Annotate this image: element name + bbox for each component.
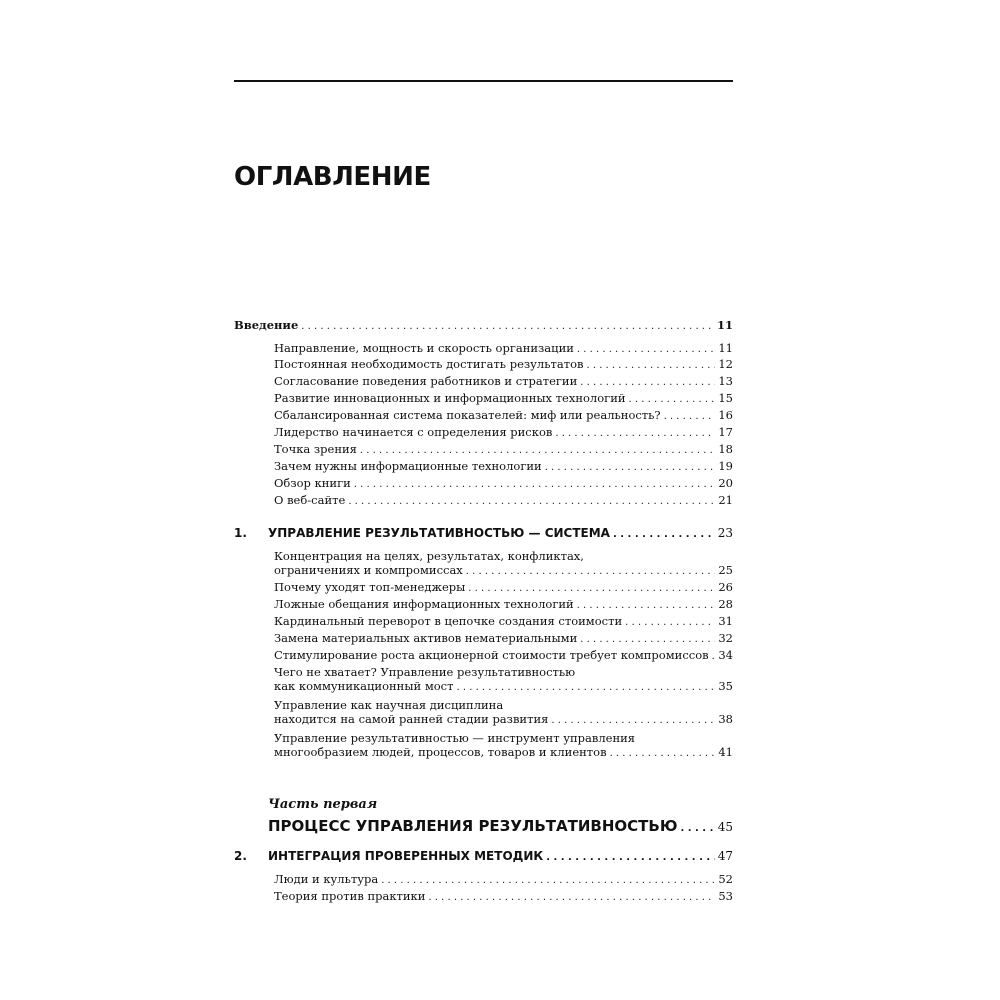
toc-entry[interactable] — [234, 459, 733, 475]
entry-title: Согласование поведения работников и стратегии — [274, 374, 578, 388]
dot-leader — [428, 889, 715, 905]
entry-title: Лидерство начинается с определения рисков — [274, 425, 553, 439]
toc-entry[interactable] — [234, 631, 733, 647]
dot-leader — [610, 745, 716, 761]
dot-leader — [680, 817, 714, 835]
dot-leader — [625, 614, 715, 630]
entry-page: 13 — [718, 374, 733, 388]
chapter-number: 1. — [234, 526, 247, 540]
entry-title-line1: Управление как научная дисциплина — [274, 698, 504, 712]
entry-title: Постоянная необходимость достигать результатов — [274, 357, 584, 371]
toc-entry[interactable] — [234, 549, 733, 579]
toc-entry[interactable] — [234, 442, 733, 458]
toc-entry[interactable] — [234, 614, 733, 630]
entry-title-line1: Концентрация на целях, результатах, конфликтах, — [274, 549, 584, 563]
toc-entry[interactable] — [234, 648, 733, 664]
entry-page: 11 — [718, 341, 733, 355]
toc-entry[interactable] — [234, 476, 733, 492]
entry-title: Теория против практики — [274, 889, 426, 903]
toc-entry[interactable] — [234, 580, 733, 596]
toc-entry[interactable] — [234, 391, 733, 407]
entry-title: Точка зрения — [274, 442, 357, 456]
entry-page: 12 — [718, 357, 733, 371]
entry-page: 52 — [718, 872, 733, 886]
dot-leader — [613, 526, 715, 542]
toc-entry[interactable] — [234, 597, 733, 613]
toc-entry[interactable] — [234, 698, 733, 728]
entry-title: Кардинальный переворот в цепочке создания стоимости — [274, 614, 623, 628]
entry-title: Люди и культура — [274, 872, 379, 886]
dot-leader — [348, 493, 715, 509]
entry-page: 28 — [718, 597, 733, 611]
entry-title: Обзор книги — [274, 476, 351, 490]
entry-title: Стимулирование роста акционерной стоимости требует компромиссов — [274, 648, 709, 662]
toc-entry[interactable] — [234, 425, 733, 441]
entry-page: 26 — [718, 580, 733, 594]
toc-chapter-1[interactable] — [234, 526, 733, 542]
entry-page: 34 — [718, 648, 733, 662]
entry-page: 45 — [717, 820, 733, 834]
dot-leader — [586, 357, 715, 373]
toc-entry[interactable] — [234, 374, 733, 390]
dot-leader — [545, 459, 716, 475]
chapter-title: ИНТЕГРАЦИЯ ПРОВЕРЕННЫХ МЕТОДИК — [268, 849, 544, 863]
entry-title: Сбалансированная система показателей: миф или реальность? — [274, 408, 661, 422]
entry-title: находится на самой ранней стадии развития — [274, 712, 549, 726]
dot-leader — [580, 374, 715, 390]
entry-title: многообразием людей, процессов, товаров и клиентов — [274, 745, 607, 759]
entry-page: 31 — [718, 614, 733, 628]
part-label: Часть первая — [268, 797, 378, 812]
entry-title: Развитие инновационных и информационных технологий — [274, 391, 626, 405]
entry-page: 41 — [718, 745, 733, 759]
chapter-number: 2. — [234, 849, 247, 863]
dot-leader — [712, 648, 716, 664]
toc-entry[interactable] — [234, 493, 733, 509]
entry-title: ограничениях и компромиссах — [274, 563, 463, 577]
entry-page: 20 — [718, 476, 733, 490]
entry-page: 32 — [718, 631, 733, 645]
entry-page: 16 — [718, 408, 733, 422]
toc-entry[interactable] — [234, 665, 733, 695]
entry-title-line1: Управление результативностью — инструмент управления — [274, 731, 636, 745]
chapter-title: УПРАВЛЕНИЕ РЕЗУЛЬТАТИВНОСТЬЮ — СИСТЕМА — [268, 526, 610, 540]
dot-leader — [301, 318, 714, 334]
entry-page: 21 — [718, 493, 733, 507]
entry-page: 11 — [716, 318, 733, 332]
toc-entry[interactable] — [234, 731, 733, 761]
entry-title: Замена материальных активов нематериальными — [274, 631, 578, 645]
dot-leader — [580, 631, 715, 647]
dot-leader — [381, 872, 715, 888]
toc-entry[interactable] — [234, 889, 733, 905]
toc-entry[interactable] — [234, 357, 733, 373]
entry-page: 25 — [718, 563, 733, 577]
dot-leader — [546, 849, 715, 865]
entry-page: 38 — [718, 712, 733, 726]
entry-page: 23 — [717, 526, 733, 540]
dot-leader — [555, 425, 715, 441]
dot-leader — [457, 679, 716, 695]
dot-leader — [466, 563, 716, 579]
toc-entry[interactable] — [234, 408, 733, 424]
toc-entry-intro[interactable] — [234, 318, 733, 334]
entry-page: 18 — [718, 442, 733, 456]
dot-leader — [551, 712, 715, 728]
entry-page: 35 — [718, 679, 733, 693]
toc-entry[interactable] — [234, 872, 733, 888]
page-title: ОГЛАВЛЕНИЕ — [234, 162, 431, 192]
toc-chapter-2[interactable] — [234, 849, 733, 865]
part-title: ПРОЦЕСС УПРАВЛЕНИЯ РЕЗУЛЬТАТИВНОСТЬЮ — [268, 817, 678, 835]
dot-leader — [354, 476, 716, 492]
entry-title: О веб-сайте — [274, 493, 346, 507]
entry-title: Ложные обещания информационных технологий — [274, 597, 574, 611]
dot-leader — [664, 408, 716, 424]
entry-title: Почему уходят топ-менеджеры — [274, 580, 466, 594]
entry-page: 15 — [718, 391, 733, 405]
toc-entry[interactable] — [234, 341, 733, 357]
toc-part-1[interactable] — [268, 817, 733, 835]
dot-leader — [577, 341, 715, 357]
entry-page: 53 — [718, 889, 733, 903]
entry-title: как коммуникационный мост — [274, 679, 454, 693]
dot-leader — [629, 391, 716, 407]
entry-page: 17 — [718, 425, 733, 439]
dot-leader — [468, 580, 715, 596]
dot-leader — [360, 442, 715, 458]
entry-title: Направление, мощность и скорость организации — [274, 341, 574, 355]
entry-title-line1: Чего не хватает? Управление результативностью — [274, 665, 576, 679]
dot-leader — [577, 597, 716, 613]
entry-page: 47 — [717, 849, 733, 863]
entry-title: Введение — [234, 318, 299, 332]
top-rule — [234, 80, 733, 82]
entry-title: Зачем нужны информационные технологии — [274, 459, 542, 473]
entry-page: 19 — [718, 459, 733, 473]
